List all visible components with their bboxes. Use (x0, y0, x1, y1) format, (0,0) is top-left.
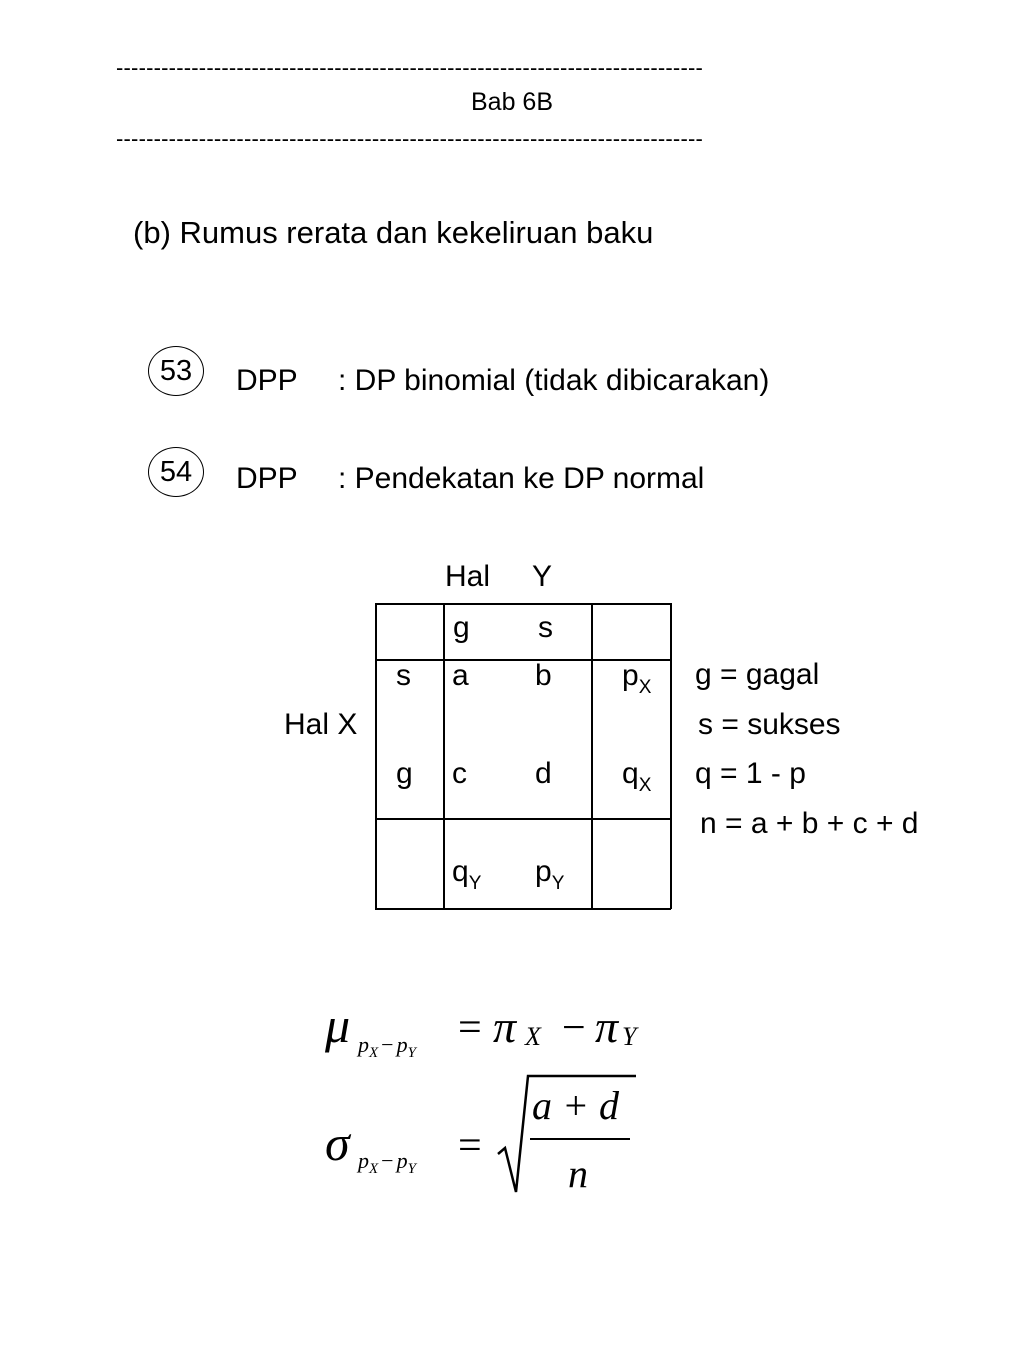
item-53-label: DPP (236, 364, 298, 397)
col-label-g: g (453, 611, 470, 644)
sd-equals: = (458, 1123, 482, 1169)
row-label-g: g (396, 757, 413, 790)
cell-qx: $q_X$ (622, 757, 652, 796)
pi-y: π (595, 1001, 619, 1052)
item-54-text: : Pendekatan ke DP normal (338, 462, 705, 495)
table-rule-col1 (443, 603, 445, 909)
chapter-title: Bab 6B (470, 88, 553, 116)
header-rule-top: ------------------------------------------------------------------------------ (116, 57, 704, 79)
pi-y-subscript: Y (622, 1022, 637, 1051)
header-rule-bottom: ------------------------------------------------------------------------------ (116, 128, 704, 150)
col-header-y: Y (532, 560, 553, 593)
cell-a: a (452, 659, 469, 692)
pi-x: π (493, 1001, 517, 1052)
cell-c: c (452, 757, 467, 790)
table-border-bottom (375, 908, 671, 910)
cell-py: $p_Y$ (535, 855, 565, 894)
legend-n: n = a + b + c + d (700, 807, 919, 840)
item-54-label: DPP (236, 462, 298, 495)
fraction-bar (530, 1138, 630, 1140)
cell-d: d (535, 757, 552, 790)
table-rule-col2 (591, 603, 593, 909)
sigma-symbol: σ (325, 1115, 350, 1171)
col-header-hal: Hal (445, 560, 491, 593)
legend-gagal: g = gagal (695, 658, 820, 691)
section-title: (b) Rumus rerata dan kekeliruan baku (133, 215, 654, 250)
table-border-right (670, 603, 672, 909)
row-label-s: s (396, 659, 411, 692)
fraction-numerator: a + d (532, 1083, 619, 1128)
mean-minus: − (562, 1005, 586, 1051)
cell-qy: $q_Y$ (452, 855, 482, 894)
item-number-54: 54 (148, 447, 204, 497)
fraction-denominator: n (568, 1151, 588, 1196)
table-border-top (375, 603, 671, 605)
cell-b: b (535, 659, 552, 692)
col-label-s: s (538, 611, 553, 644)
legend-sukses: s = sukses (698, 708, 841, 741)
mu-symbol: μ (325, 997, 351, 1053)
cell-px: $p_X$ (622, 659, 652, 698)
sigma-subscript: $p_X - p_Y$ (358, 1148, 416, 1177)
mu-subscript: $p_X - p_Y$ (358, 1032, 416, 1061)
mean-equals: = (458, 1005, 482, 1051)
item-53-text: : DP binomial (tidak dibicarakan) (338, 364, 770, 397)
pi-x-subscript: X (525, 1022, 541, 1051)
row-header-hal-x: Hal X (284, 708, 358, 741)
legend-q: q = 1 - p (695, 757, 806, 790)
table-rule-total (375, 818, 671, 820)
table-border-left (375, 603, 377, 909)
item-number-53: 53 (148, 346, 204, 396)
